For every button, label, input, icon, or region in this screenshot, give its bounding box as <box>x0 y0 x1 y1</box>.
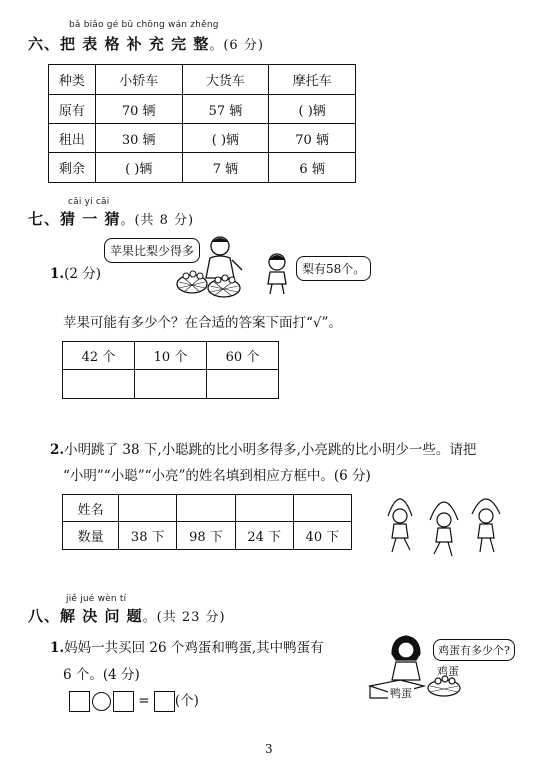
section6-pinyin: bǎ biǎo gé bǔ chōng wán zhěng <box>69 20 219 30</box>
answer-box[interactable] <box>69 691 90 712</box>
q7-1-label <box>50 262 101 282</box>
name-blank-cell[interactable] <box>235 495 293 522</box>
name-blank-cell[interactable] <box>293 495 351 522</box>
row-label-name: 姓名 <box>63 495 119 522</box>
row-label-count: 数量 <box>63 522 119 550</box>
option-label: 60 个 <box>207 342 279 370</box>
option-label: 42 个 <box>63 342 135 370</box>
equation-row <box>69 689 199 712</box>
grandpa-baskets-illustration <box>176 232 250 302</box>
q7-1-number: 1. <box>50 266 65 282</box>
name-blank-cell[interactable] <box>177 495 235 522</box>
jump-rope-table <box>62 494 352 550</box>
count-cell: 24 下 <box>235 522 293 550</box>
equals-sign: = <box>138 693 150 709</box>
section6-points: 。(6 分) <box>209 38 264 53</box>
section8-title-text: 八、解 决 问 题 <box>28 607 143 625</box>
q7-1-points: (2 分) <box>64 266 102 282</box>
table-header-cell: 小轿车 <box>95 65 182 95</box>
table-cell: 剩余 <box>49 153 96 183</box>
option-check-cell[interactable] <box>135 370 207 399</box>
table-cell: 6 辆 <box>269 153 356 183</box>
option-check-cell[interactable] <box>63 370 135 399</box>
table-header-cell: 大货车 <box>182 65 269 95</box>
speech-bubble-pears: 梨有58个。 <box>296 256 371 281</box>
table-cell: 7 辆 <box>182 153 269 183</box>
table-cell: 30 辆 <box>95 124 182 153</box>
speech-bubble-apples: 苹果比梨少得多 <box>104 238 200 263</box>
basket-label-chicken: 鸡蛋 <box>437 665 459 678</box>
section6-title <box>28 33 264 54</box>
q7-2-line1 <box>50 438 476 458</box>
answer-box[interactable] <box>113 691 134 712</box>
option-label: 10 个 <box>135 342 207 370</box>
q8-1-line2: 6 个。(4 分) <box>63 667 140 683</box>
count-cell: 40 下 <box>293 522 351 550</box>
table-blank-cell[interactable]: ( )辆 <box>269 95 356 124</box>
basket-label-duck: 鸭蛋 <box>390 687 412 700</box>
q7-1-prompt: 苹果可能有多少个？在合适的答案下面打“√”。 <box>63 315 342 331</box>
q8-1-line1 <box>50 636 324 656</box>
q8-1-text-1: 妈妈一共买回 26 个鸡蛋和鸭蛋,其中鸭蛋有 <box>64 640 324 656</box>
speech-bubble-eggs: 鸡蛋有多少个? <box>433 639 515 661</box>
page-number: 3 <box>265 742 273 756</box>
table-header-cell: 种类 <box>49 65 96 95</box>
operator-circle[interactable] <box>92 692 111 711</box>
apple-options-table <box>62 341 279 399</box>
unit-label: (个) <box>174 693 199 709</box>
kids-jump-rope-illustration <box>380 486 510 562</box>
section7-points: 。(共 8 分) <box>120 213 195 228</box>
option-check-cell[interactable] <box>207 370 279 399</box>
section8-points: 。(共 23 分) <box>142 610 226 625</box>
section6-title-text: 六、把 表 格 补 充 完 整 <box>28 35 210 53</box>
table-blank-cell[interactable]: ( )辆 <box>182 124 269 153</box>
section8-pinyin: jiě jué wèn tí <box>66 594 127 604</box>
table-cell: 57 辆 <box>182 95 269 124</box>
table-header-cell: 摩托车 <box>269 65 356 95</box>
section7-title-text: 七、猜 一 猜 <box>28 210 121 228</box>
section7-title <box>28 208 194 229</box>
q7-2-text-1: 小明跳了 38 下,小聪跳的比小明多得多,小亮跳的比小明少一些。请把 <box>64 442 477 458</box>
q7-2-line2: “小明”“小聪”“小亮”的姓名填到相应方框中。(6 分) <box>63 468 371 484</box>
vehicle-table <box>48 64 356 183</box>
q8-1-number: 1. <box>50 640 65 656</box>
table-blank-cell[interactable]: ( )辆 <box>95 153 182 183</box>
table-cell: 70 辆 <box>269 124 356 153</box>
answer-box[interactable] <box>154 691 175 712</box>
count-cell: 98 下 <box>177 522 235 550</box>
name-blank-cell[interactable] <box>119 495 177 522</box>
section8-title <box>28 605 226 626</box>
table-cell: 原有 <box>49 95 96 124</box>
count-cell: 38 下 <box>119 522 177 550</box>
boy-illustration <box>262 252 292 296</box>
table-cell: 租出 <box>49 124 96 153</box>
q7-2-number: 2. <box>50 442 65 458</box>
section7-pinyin: cāi yi cāi <box>68 197 110 207</box>
table-cell: 70 辆 <box>95 95 182 124</box>
